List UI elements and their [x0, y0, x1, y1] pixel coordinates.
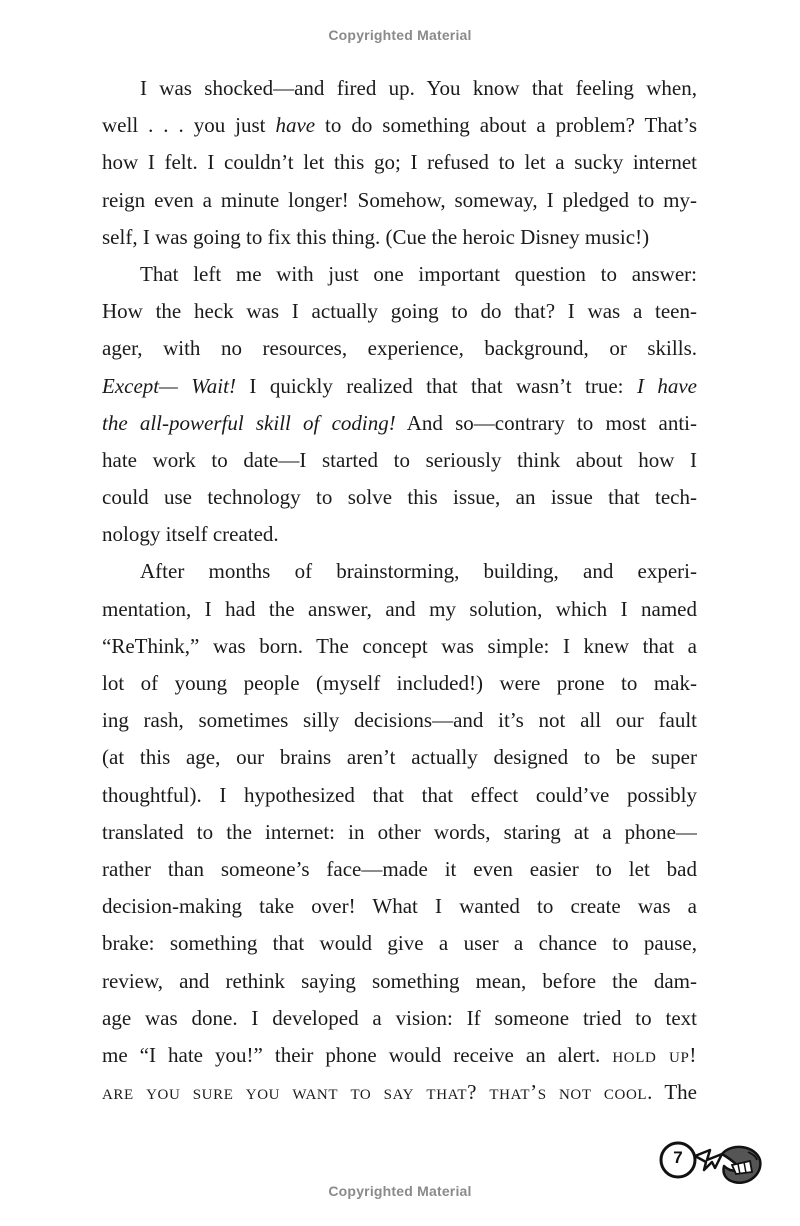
- text-line: [102, 70, 697, 107]
- text-run: decision-making take over! What I wanted to create was a: [102, 894, 697, 919]
- text-line: [102, 144, 697, 181]
- text-line: [102, 330, 697, 367]
- text-run: mentation, I had the answer, and my solution, which I named: [102, 596, 697, 621]
- text-run: hate work to date—I started to seriously think about how I: [102, 447, 697, 472]
- text-line: [102, 442, 697, 479]
- text-run: “ReThink,” was born. The concept was simple: I knew that a: [102, 633, 697, 658]
- text-line: [102, 739, 697, 776]
- text-line: [102, 293, 697, 330]
- paragraph: [102, 553, 697, 1111]
- copyright-watermark-top: Copyrighted Material: [328, 27, 472, 43]
- text-run: could use technology to solve this issue, an issue that tech-: [102, 485, 697, 510]
- text-line: [102, 107, 697, 144]
- page-body-text: [102, 70, 697, 1111]
- text-line: [102, 777, 697, 814]
- text-run: reign even a minute longer! Somehow, someway, I pledged to my-: [102, 187, 697, 212]
- text-line: [102, 479, 697, 516]
- text-line: [102, 702, 697, 739]
- text-line: [102, 851, 697, 888]
- text-run: translated to the internet: in other words, staring at a phone—: [102, 819, 697, 844]
- text-line: [102, 553, 697, 590]
- text-run: ing rash, sometimes silly decisions—and it’s not all our fault: [102, 708, 697, 733]
- text-run: After months of brainstorming, building, and experi-: [140, 559, 697, 584]
- text-line: [102, 591, 697, 628]
- text-line: [102, 665, 697, 702]
- text-run: age was done. I developed a vision: If someone tried to text: [102, 1005, 697, 1030]
- text-line: [102, 925, 697, 962]
- text-run: nology itself created.: [102, 522, 279, 547]
- text-run: self, I was going to fix this thing. (Cue the heroic Disney music!): [102, 224, 650, 249]
- italic-text: Except— Wait!: [102, 373, 236, 398]
- page-number: 7: [673, 1148, 683, 1167]
- text-line: [102, 256, 697, 293]
- text-line: [102, 963, 697, 1000]
- text-line: [102, 1000, 697, 1037]
- text-line: [102, 368, 697, 405]
- text-line: [102, 1074, 697, 1111]
- paragraph: [102, 256, 697, 554]
- text-run: me “I hate you!” their phone would receive an alert.: [102, 1042, 613, 1067]
- lightning-bolt-icon: [695, 1150, 722, 1170]
- text-run: well . . . you just: [102, 113, 276, 138]
- text-run: rather than someone’s face—made it even easier to let bad: [102, 856, 697, 881]
- italic-text: I have: [636, 373, 697, 398]
- text-line: [102, 219, 697, 256]
- text-line: [102, 182, 697, 219]
- text-run: And so—contrary to most anti-: [395, 410, 697, 435]
- text-run: (at this age, our brains aren’t actually designed to be super: [102, 745, 697, 770]
- text-run: I quickly realized that that wasn’t true:: [235, 373, 637, 398]
- text-run: how I felt. I couldn’t let this go; I refused to let a sucky internet: [102, 150, 697, 175]
- italic-text: the all-powerful skill of coding!: [102, 410, 396, 435]
- text-line: [102, 516, 697, 553]
- small-caps-text: are you sure you want to say that? that’s not cool.: [102, 1080, 653, 1105]
- text-run: brake: something that would give a user a chance to pause,: [102, 931, 697, 956]
- mouth-icon: [722, 1147, 760, 1183]
- italic-text: have: [275, 113, 316, 138]
- text-run: The: [653, 1080, 697, 1105]
- text-run: review, and rethink saying something mean, before the dam-: [102, 968, 697, 993]
- text-run: to do something about a problem? That’s: [315, 113, 697, 138]
- small-caps-text: hold up!: [612, 1042, 697, 1067]
- text-run: I was shocked—and fired up. You know that feeling when,: [140, 76, 697, 100]
- text-line: [102, 814, 697, 851]
- text-run: How the heck was I actually going to do that? I was a teen-: [102, 299, 697, 324]
- copyright-watermark-bottom: Copyrighted Material: [328, 1183, 472, 1199]
- text-line: [102, 628, 697, 665]
- paragraph: [102, 70, 697, 256]
- text-run: That left me with just one important question to answer:: [140, 261, 697, 286]
- text-run: lot of young people (myself included!) were prone to mak-: [102, 671, 697, 695]
- text-line: [102, 405, 697, 442]
- text-line: [102, 1037, 697, 1074]
- text-run: ager, with no resources, experience, background, or skills.: [102, 336, 697, 361]
- text-run: thoughtful). I hypothesized that that effect could’ve possibly: [102, 782, 697, 807]
- text-line: [102, 888, 697, 925]
